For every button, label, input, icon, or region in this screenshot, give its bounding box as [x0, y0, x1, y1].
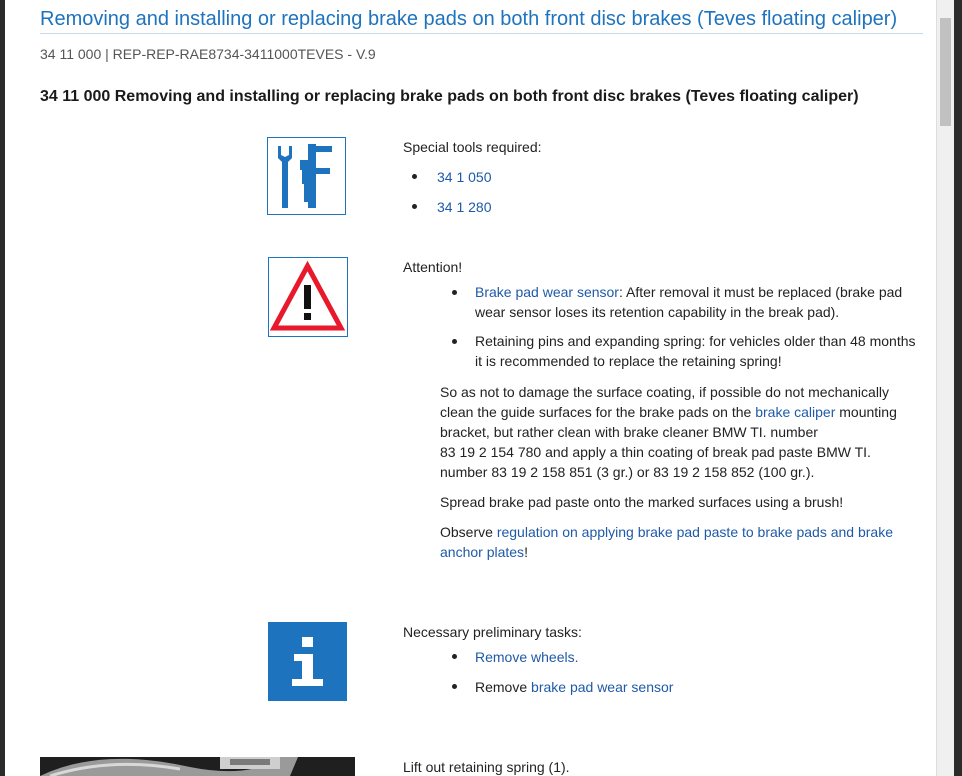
special-tools-label: Special tools required: — [403, 139, 542, 155]
remove-wear-sensor-item: Remove brake pad wear sensor — [475, 679, 674, 695]
bullet-dot — [452, 339, 457, 344]
attention-bullet-retaining-pins: Retaining pins and expanding spring: for vehicles older than 48 months it is recommended to replace the retaining spring! — [475, 333, 916, 369]
bullet-dot — [452, 684, 457, 689]
remove-wear-sensor-link[interactable]: brake pad wear sensor — [531, 679, 674, 695]
info-icon — [268, 622, 347, 701]
attention-paragraph-observe: Observe regulation on applying brake pad paste to brake pads and brake anchor plates! — [440, 524, 893, 560]
page-title: Removing and installing or replacing brake pads on both front disc brakes (Teves floating caliper) — [40, 8, 923, 34]
bullet-dot — [412, 174, 417, 179]
paste-regulation-link[interactable]: regulation on applying brake pad paste to brake pads and brake anchor plates — [440, 524, 893, 560]
preliminary-tasks-label: Necessary preliminary tasks: — [403, 624, 582, 640]
tool-link-34-1-280[interactable]: 34 1 280 — [437, 199, 492, 215]
special-tools-icon — [267, 137, 346, 215]
section-heading: 34 11 000 Removing and installing or replacing brake pads on both front disc brakes (Teves floating caliper) — [40, 88, 859, 105]
bullet-dot — [412, 204, 417, 209]
brake-pad-wear-sensor-link[interactable]: Brake pad wear sensor — [475, 284, 619, 300]
attention-paragraph-paste: Spread brake pad paste onto the marked surfaces using a brush! — [440, 494, 844, 510]
tool-link-34-1-050[interactable]: 34 1 050 — [437, 169, 492, 185]
bullet-dot — [452, 654, 457, 659]
step-instruction: Lift out retaining spring (1). — [403, 759, 570, 775]
warning-icon — [268, 257, 348, 337]
vertical-scrollbar[interactable] — [936, 0, 955, 776]
document-id: 34 11 000 | REP-REP-RAE8734-3411000TEVES - V.9 — [40, 46, 376, 62]
attention-label: Attention! — [403, 259, 463, 275]
bullet-dot — [452, 290, 457, 295]
step-photo — [40, 757, 355, 776]
window-frame-right — [954, 0, 962, 776]
remove-wheels-link[interactable]: Remove wheels. — [475, 649, 579, 665]
attention-paragraph-coating: So as not to damage the surface coating, if possible do not mechanically clean the guide surfaces for the brake pads on the brake caliper mounting bracket, but rather clean with brake cleaner BMW TI. number 83 19 2 154 780 and apply a thin coating of break pad paste BMW TI. number 83 19 2 158 851 (3 gr.) or 83 19 2 158 852 (100 gr.). — [440, 384, 897, 480]
scrollbar-thumb[interactable] — [940, 18, 951, 126]
attention-bullet-wear-sensor: Brake pad wear sensor: After removal it must be replaced (brake pad wear sensor loses its retention capability in the break pad). — [475, 284, 903, 320]
document-page — [5, 0, 936, 776]
brake-caliper-link[interactable]: brake caliper — [755, 404, 836, 420]
